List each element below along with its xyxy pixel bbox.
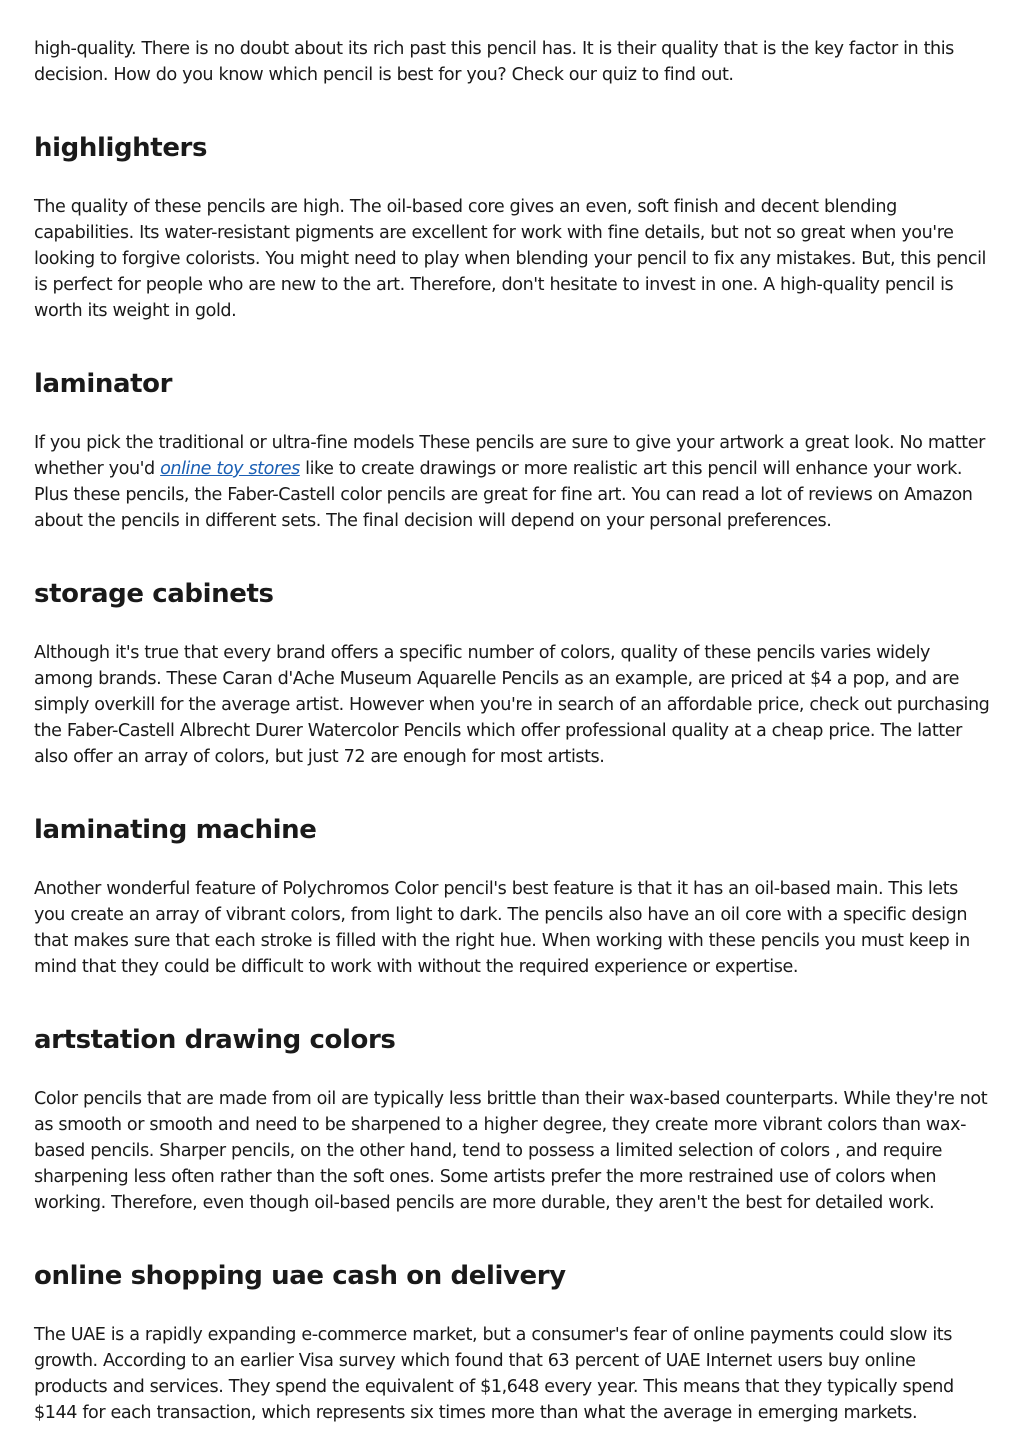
paragraph-artstation-drawing-colors: Color pencils that are made from oil are typically less brittle than their wax-based counterparts. While they're not as smooth or smooth and need to be sharpened to a higher degree, they create more vibrant colors than wax-based pencils. Sharper pencils, on the other hand, tend to possess a limited selection of colors , and require sharpening less often rather than the soft ones. Some artists prefer the more restrained use of colors when working. Therefore, even though oil-based pencils are more durable, they aren't the best for detailed work. xyxy=(34,1089,988,1213)
heading-laminating-machine: laminating machine xyxy=(34,815,317,845)
paragraph-laminating-machine: Another wonderful feature of Polychromos Color pencil's best feature is that it has an oil-based main. This lets you create an array of vibrant colors, from light to dark. The pencils also have an oil core with a specific design that makes sure that each stroke is filled with the right hue. When working with these pencils you must keep in mind that they could be difficult to work with without the required experience or expertise. xyxy=(34,879,970,977)
heading-laminator: laminator xyxy=(34,369,173,399)
heading-online-shopping-uae: online shopping uae cash on delivery xyxy=(34,1261,566,1291)
paragraph-online-shopping-uae: The UAE is a rapidly expanding e-commerce market, but a consumer's fear of online payments could slow its growth. According to an earlier Visa survey which found that 63 percent of UAE Internet users buy online products and services. They spend the equivalent of $1,648 every year. This means that they typically spend $144 for each transaction, which represents six times more than what the average in emerging markets. xyxy=(34,1325,954,1423)
heading-artstation-drawing-colors: artstation drawing colors xyxy=(34,1025,396,1055)
paragraph-storage-cabinets: Although it's true that every brand offers a specific number of colors, quality of these pencils varies widely among brands. These Caran d'Ache Museum Aquarelle Pencils as an example, are priced at $4 a pop, and are simply overkill for the average artist. However when you're in search of an affordable price, check out purchasing the Faber-Castell Albrecht Durer Watercolor Pencils which offer professional quality at a cheap price. The latter also offer an array of colors, but just 72 are enough for most artists. xyxy=(34,643,990,767)
paragraph-laminator-text-before: If you pick the traditional or ultra-fine models These pencils are sure to give your artwork a great look. No matter whether you'd xyxy=(34,433,985,479)
heading-storage-cabinets: storage cabinets xyxy=(34,579,274,609)
paragraph-highlighters: The quality of these pencils are high. The oil-based core gives an even, soft finish and decent blending capabilities. Its water-resistant pigments are excellent for work with fine details, but not so great when you're looking to forgive colorists. You might need to play when blending your pencil to fix any mistakes. But, this pencil is perfect for people who are new to the art. Therefore, don't hesitate to invest in one. A high-quality pencil is worth its weight in gold. xyxy=(34,197,986,321)
paragraph-laminator xyxy=(34,430,990,534)
paragraph-laminator-text-after: like to create drawings or more realistic art this pencil will enhance your work. Plus these pencils, the Faber-Castell color pencils are great for fine art. You can read a lot of reviews on Amazon about the pencils in different sets. The final decision will depend on your personal preferences. xyxy=(34,459,973,531)
intro-paragraph: high-quality. There is no doubt about its rich past this pencil has. It is their quality that is the key factor in this decision. How do you know which pencil is best for you? Check our quiz to find out. xyxy=(34,39,954,85)
heading-highlighters: highlighters xyxy=(34,133,208,163)
online-toy-stores-link[interactable]: online toy stores xyxy=(160,459,300,479)
